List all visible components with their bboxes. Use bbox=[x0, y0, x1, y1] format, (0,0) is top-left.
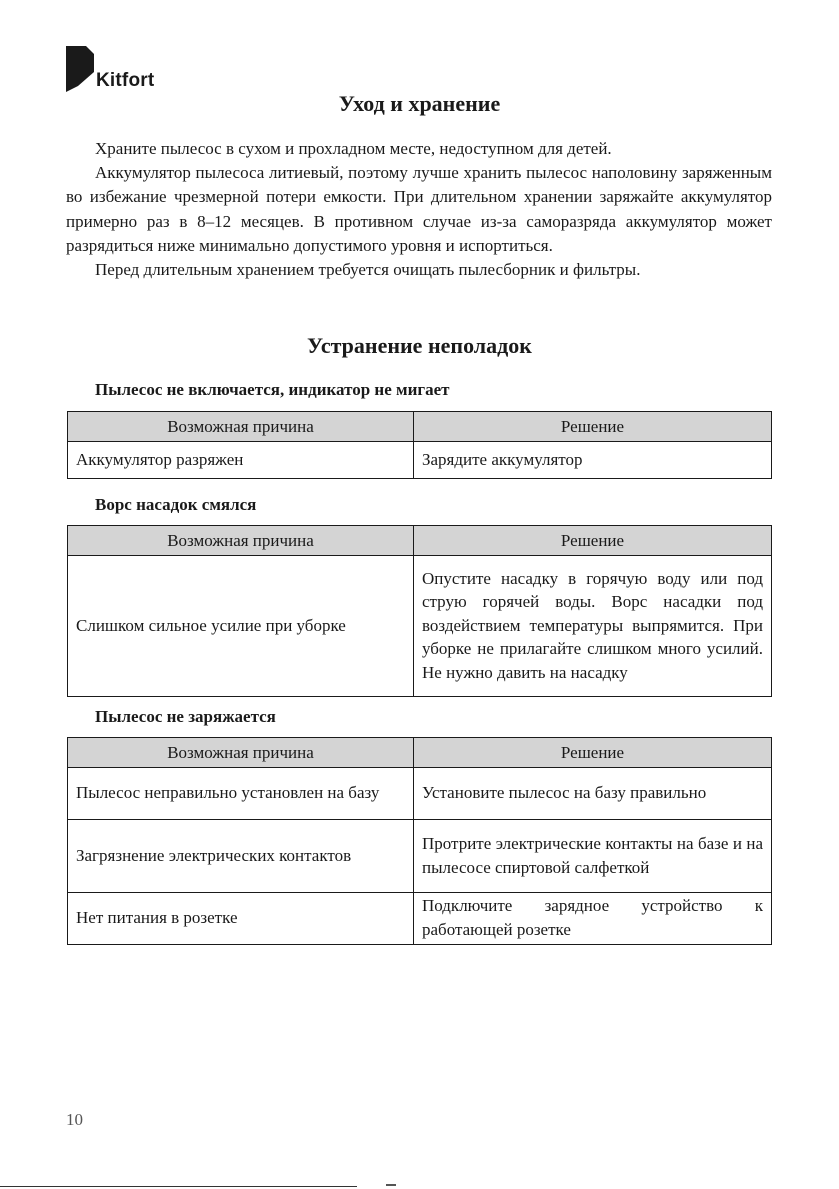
solution-cell: Подключите зарядное устройство к работающей розетке bbox=[414, 893, 772, 945]
kitfort-logo-icon bbox=[66, 46, 94, 92]
page-number: 10 bbox=[66, 1110, 83, 1129]
table-row bbox=[68, 768, 772, 820]
cause-cell: Нет питания в розетке bbox=[68, 893, 414, 945]
crop-mark bbox=[386, 1184, 396, 1186]
table-header-row bbox=[68, 526, 772, 556]
cause-cell: Загрязнение электрических контактов bbox=[68, 820, 414, 893]
troubleshooting-table bbox=[67, 411, 772, 479]
solution-cell: Установите пылесос на базу правильно bbox=[414, 768, 772, 820]
cause-cell: Слишком сильное усилие при уборке bbox=[68, 556, 414, 697]
crop-line bbox=[0, 1186, 357, 1187]
troubleshooting-table bbox=[67, 525, 772, 697]
section-title: Пылесос не заряжается bbox=[95, 707, 276, 726]
table-row bbox=[68, 442, 772, 479]
solution-cell: Опустите насадку в горячую воду или под струю горячей воды. Ворс насадки под воздействием температуры выпрямится. При уборке не прилагайте слишком много усилий. Не нужно давить на насадку bbox=[414, 556, 772, 697]
cause-cell: Аккумулятор разряжен bbox=[68, 442, 414, 479]
care-paragraph: Храните пылесос в сухом и прохладном месте, недоступном для детей. bbox=[95, 139, 612, 158]
table-header-row bbox=[68, 412, 772, 442]
solution-cell: Протрите электрические контакты на базе и на пылесосе спиртовой салфеткой bbox=[414, 820, 772, 893]
header-cause: Возможная причина bbox=[68, 738, 414, 768]
care-paragraph: Перед длительным хранением требуется очищать пылесборник и фильтры. bbox=[95, 260, 641, 280]
care-title: Уход и хранение bbox=[338, 91, 501, 116]
section-title: Ворс насадок смялся bbox=[95, 495, 257, 514]
solution-cell: Зарядите аккумулятор bbox=[414, 442, 772, 479]
section-title: Пылесос не включается, индикатор не мигает bbox=[95, 380, 450, 399]
table-row bbox=[68, 820, 772, 893]
brand-name: Kitfort bbox=[96, 70, 155, 91]
header-solution: Решение bbox=[414, 738, 772, 768]
brand-logo bbox=[66, 46, 186, 96]
troubleshooting-table bbox=[67, 737, 772, 945]
care-text bbox=[66, 137, 772, 282]
table-header-row bbox=[68, 738, 772, 768]
header-cause: Возможная причина bbox=[68, 526, 414, 556]
header-solution: Решение bbox=[414, 526, 772, 556]
troubleshooting-title: Устранение неполадок bbox=[307, 333, 532, 358]
table-row bbox=[68, 556, 772, 697]
header-cause: Возможная причина bbox=[68, 412, 414, 442]
table-row bbox=[68, 893, 772, 945]
header-solution: Решение bbox=[414, 412, 772, 442]
care-paragraph: Аккумулятор пылесоса литиевый, поэтому лучше хранить пылесос наполовину заряженным во избежание чрезмерной потери емкости. При длительном хранении заряжайте аккумулятор примерно раз в 8–12 месяцев. В противном случае из-за саморазряда аккумулятор может разрядиться ниже минимально допустимого уровня и испортиться. bbox=[66, 163, 772, 255]
cause-cell: Пылесос неправильно установлен на базу bbox=[68, 768, 414, 820]
